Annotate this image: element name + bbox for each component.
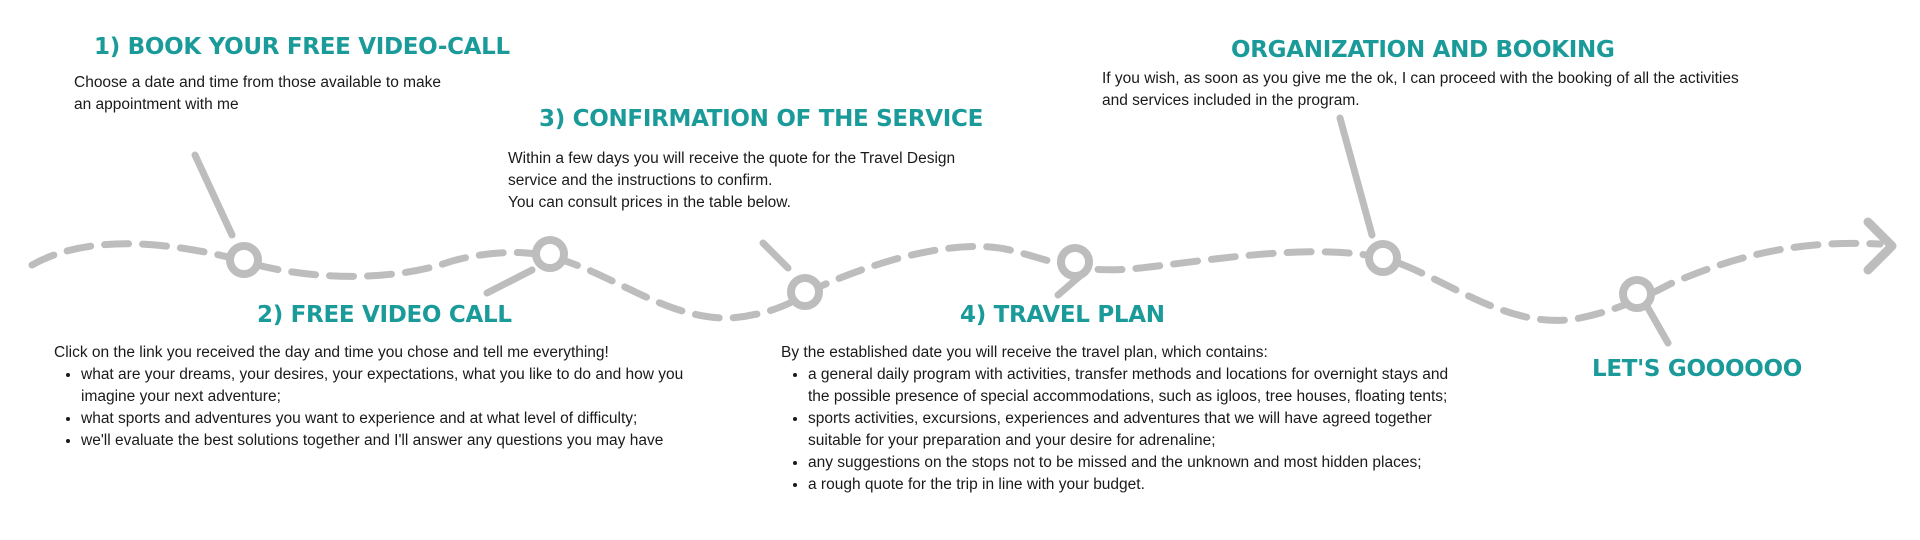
step-final-title: LET'S GOOOOOO [1592, 356, 1802, 382]
list-item: • a rough quote for the trip in line with your budget. [808, 474, 1461, 496]
milestone-6 [1623, 280, 1651, 308]
list-item: • a general daily program with activities, transfer methods and locations for overnight stays and the possible presence of special accommodations, such as igloos, tree houses, floating tents; [808, 364, 1461, 408]
connector-step-3 [763, 243, 788, 268]
step-book-line-1: Choose a date and time from those available to make [74, 74, 442, 91]
step-confirmation [539, 106, 983, 132]
list-item: • what are your dreams, your desires, your expectations, what you like to do and how you imagine your next adventure; [81, 364, 734, 408]
list-item: • any suggestions on the stops not to be missed and the unknown and most hidden places; [808, 452, 1461, 474]
list-item: • we'll evaluate the best solutions together and I'll answer any questions you may have [81, 430, 734, 452]
step-confirmation-line-2: service and the instructions to confirm. [508, 172, 773, 189]
step-book-title: 1) BOOK YOUR FREE VIDEO-CALL [94, 34, 510, 60]
step-travel-plan [960, 302, 1165, 328]
milestone-2 [536, 240, 564, 268]
connector-step-1 [195, 155, 232, 235]
step-organization-title: ORGANIZATION AND BOOKING [1231, 37, 1615, 63]
step-video-call-title: 2) FREE VIDEO CALL [257, 302, 512, 328]
step-organization-description [1102, 68, 1802, 112]
milestone-5 [1369, 244, 1397, 272]
step-confirmation-title: 3) CONFIRMATION OF THE SERVICE [539, 106, 984, 132]
milestone-1 [230, 246, 258, 274]
step-travel-plan-intro: By the established date you will receive the travel plan, which contains: [781, 344, 1268, 361]
connector-organization [1340, 118, 1372, 235]
step-book [94, 34, 510, 60]
step-travel-plan-title: 4) TRAVEL PLAN [960, 302, 1165, 328]
step-book-line-2: an appointment with me [74, 96, 239, 113]
step-video-call-list [54, 364, 734, 452]
connector-step-2 [487, 270, 532, 293]
step-video-call [257, 302, 512, 328]
list-item: • what sports and adventures you want to experience and at what level of difficulty; [81, 408, 734, 430]
step-confirmation-line-3: You can consult prices in the table below. [508, 194, 791, 211]
step-confirmation-line-1: Within a few days you will receive the quote for the Travel Design [508, 150, 956, 167]
step-travel-plan-description [781, 342, 1461, 496]
step-travel-plan-list [781, 364, 1461, 496]
step-book-description [74, 72, 494, 116]
step-final [1592, 356, 1802, 382]
step-video-call-intro: Click on the link you received the day and time you chose and tell me everything! [54, 344, 609, 361]
step-organization-line-1: If you wish, as soon as you give me the ok, I can proceed with the booking of all the activities [1102, 70, 1739, 87]
step-confirmation-description [508, 148, 1008, 214]
step-organization [1231, 37, 1615, 63]
step-organization-line-2: and services included in the program. [1102, 92, 1360, 109]
step-video-call-description [54, 342, 734, 452]
milestone-3 [791, 278, 819, 306]
connector-final [1648, 308, 1668, 343]
milestone-4 [1061, 248, 1089, 276]
list-item: • sports activities, excursions, experiences and adventures that we will have agreed together suitable for your preparation and your desire for adrenaline; [808, 408, 1461, 452]
